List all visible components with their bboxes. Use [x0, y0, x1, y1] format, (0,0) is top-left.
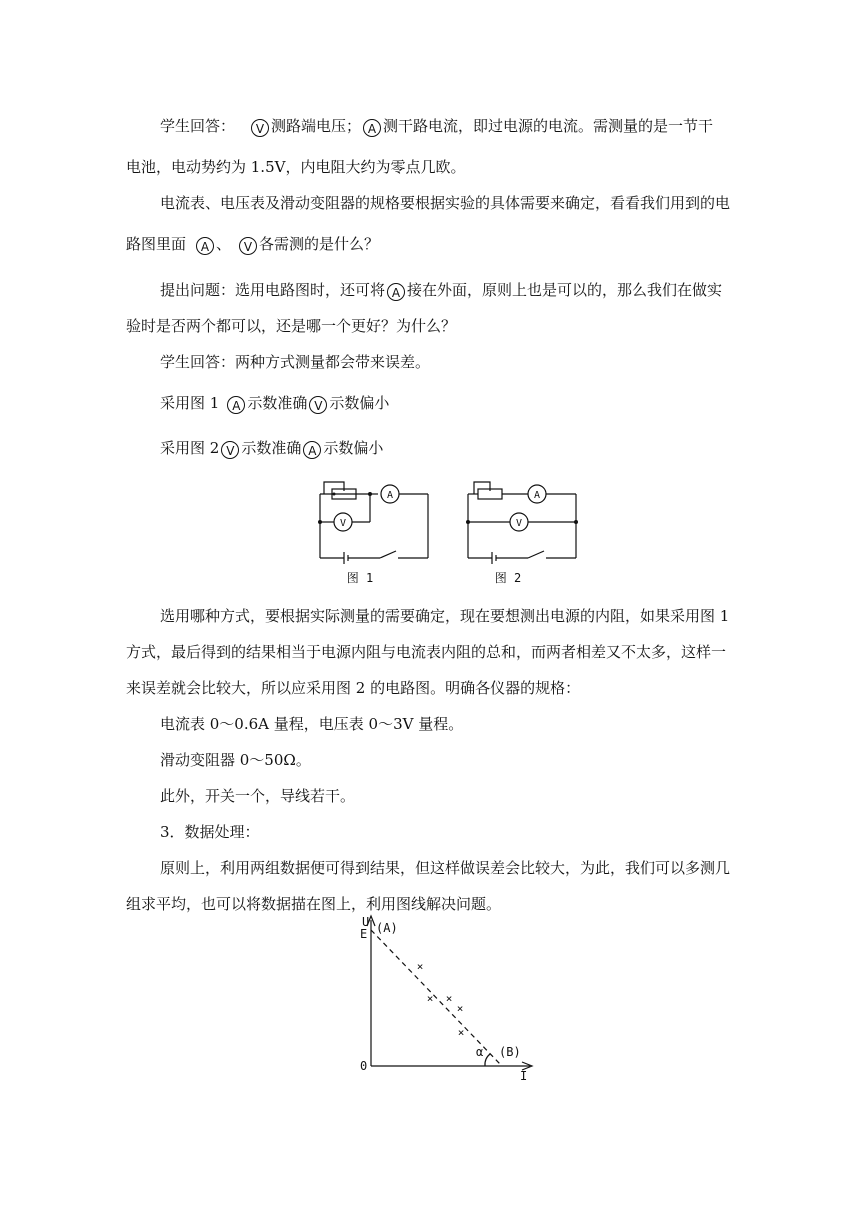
- para-meter-range: 电流表 0～0.6A 量程，电压表 0～3V 量程。: [160, 715, 464, 733]
- voltmeter-label: V: [339, 518, 347, 529]
- fit-line: [371, 930, 500, 1064]
- text-segment: 接在外面，原则上也是可以的，那么我们在做实: [407, 281, 723, 299]
- data-point-marker: ×: [457, 1026, 465, 1039]
- switch-icon: [528, 551, 544, 558]
- ammeter-symbol-icon: A: [227, 396, 245, 414]
- para-figure2-note: [160, 438, 383, 459]
- ammeter-label: A: [386, 490, 394, 501]
- e-label: E: [360, 927, 368, 941]
- para-instrument-spec: 电流表、电压表及滑动变阻器的规格要根据实验的具体需要来确定，看看我们用到的电: [160, 194, 731, 212]
- text-segment: 测干路电流，即过电源的电流。需测量的是一节干: [383, 117, 714, 135]
- voltmeter-symbol-icon: V: [221, 441, 239, 459]
- circuit-diagram-2: [458, 478, 588, 588]
- ammeter-symbol-icon: A: [196, 237, 214, 255]
- data-point-marker: ×: [426, 992, 434, 1005]
- ammeter-symbol-icon: A: [303, 441, 321, 459]
- figure-caption: 图 1: [346, 571, 374, 585]
- section-heading: 3．数据处理：: [160, 823, 260, 841]
- para-question: [160, 280, 722, 301]
- ammeter-symbol-icon: A: [363, 119, 381, 137]
- u-i-graph: [348, 908, 548, 1088]
- para-student-answer-1: [160, 116, 713, 137]
- data-point-marker: ×: [445, 992, 453, 1005]
- para-method-choice: 选用哪种方式，要根据实际测量的需要确定，现在要想测出电源的内阻，如果采用图 1: [160, 607, 730, 625]
- para-instrument-spec-cont: [126, 234, 379, 255]
- y-axis-label: U: [362, 915, 370, 929]
- switch-icon: [380, 551, 396, 558]
- para-figure1-note: [160, 393, 389, 414]
- alpha-label: α: [476, 1045, 484, 1059]
- text-segment: 、: [216, 235, 232, 253]
- point-a-label: (A): [376, 921, 398, 935]
- para-question-cont: 验时是否两个都可以，还是哪一个更好？为什么？: [126, 317, 457, 335]
- para-method-choice-cont1: 方式，最后得到的结果相当于电源内阻与电流表内阻的总和，而两者相差又不太多，这样一: [126, 643, 727, 661]
- text-segment: 示数偏小: [329, 394, 390, 412]
- para-data-processing-cont: 组求平均，也可以将数据描在图上，利用图线解决问题。: [126, 895, 502, 913]
- text-segment: 示数偏小: [323, 439, 384, 457]
- voltmeter-symbol-icon: V: [309, 396, 327, 414]
- para-rheostat-range: 滑动变阻器 0～50Ω。: [160, 751, 311, 769]
- voltmeter-symbol-icon: V: [239, 237, 257, 255]
- figure-caption: 图 2: [494, 571, 522, 585]
- para-switch-wires: 此外，开关一个，导线若干。: [160, 787, 356, 805]
- para-student-answer-1-cont: 电池，电动势约为 1.5V，内电阻大约为零点几欧。: [126, 158, 466, 176]
- text-segment: 学生回答：: [160, 117, 236, 135]
- point-b-label: (B): [499, 1045, 521, 1059]
- ammeter-symbol-icon: A: [387, 283, 405, 301]
- data-point-marker: ×: [456, 1002, 464, 1015]
- text-segment: 示数准确: [241, 439, 302, 457]
- voltmeter-symbol-icon: V: [251, 119, 269, 137]
- text-segment: 提出问题：选用电路图时，还可将: [160, 281, 386, 299]
- text-segment: 采用图 2: [160, 439, 220, 457]
- angle-arc: [485, 1054, 490, 1066]
- text-segment: 示数准确: [247, 394, 308, 412]
- voltmeter-label: V: [515, 518, 523, 529]
- x-axis-label: I: [520, 1069, 528, 1083]
- circuit-diagram-1: [310, 478, 440, 588]
- text-segment: 路图里面: [126, 235, 187, 253]
- text-segment: 采用图 1: [160, 394, 220, 412]
- text-segment: 测路端电压；: [271, 117, 362, 135]
- origin-label: 0: [360, 1059, 368, 1073]
- para-student-answer-2: 学生回答：两种方式测量都会带来误差。: [160, 353, 431, 371]
- data-point-marker: ×: [416, 960, 424, 973]
- para-method-choice-cont2: 来误差就会比较大，所以应采用图 2 的电路图。明确各仪器的规格：: [126, 679, 581, 697]
- text-segment: 各需测的是什么？: [259, 235, 380, 253]
- para-data-processing: 原则上，利用两组数据便可得到结果，但这样做误差会比较大，为此，我们可以多测几: [160, 859, 731, 877]
- ammeter-label: A: [533, 490, 541, 501]
